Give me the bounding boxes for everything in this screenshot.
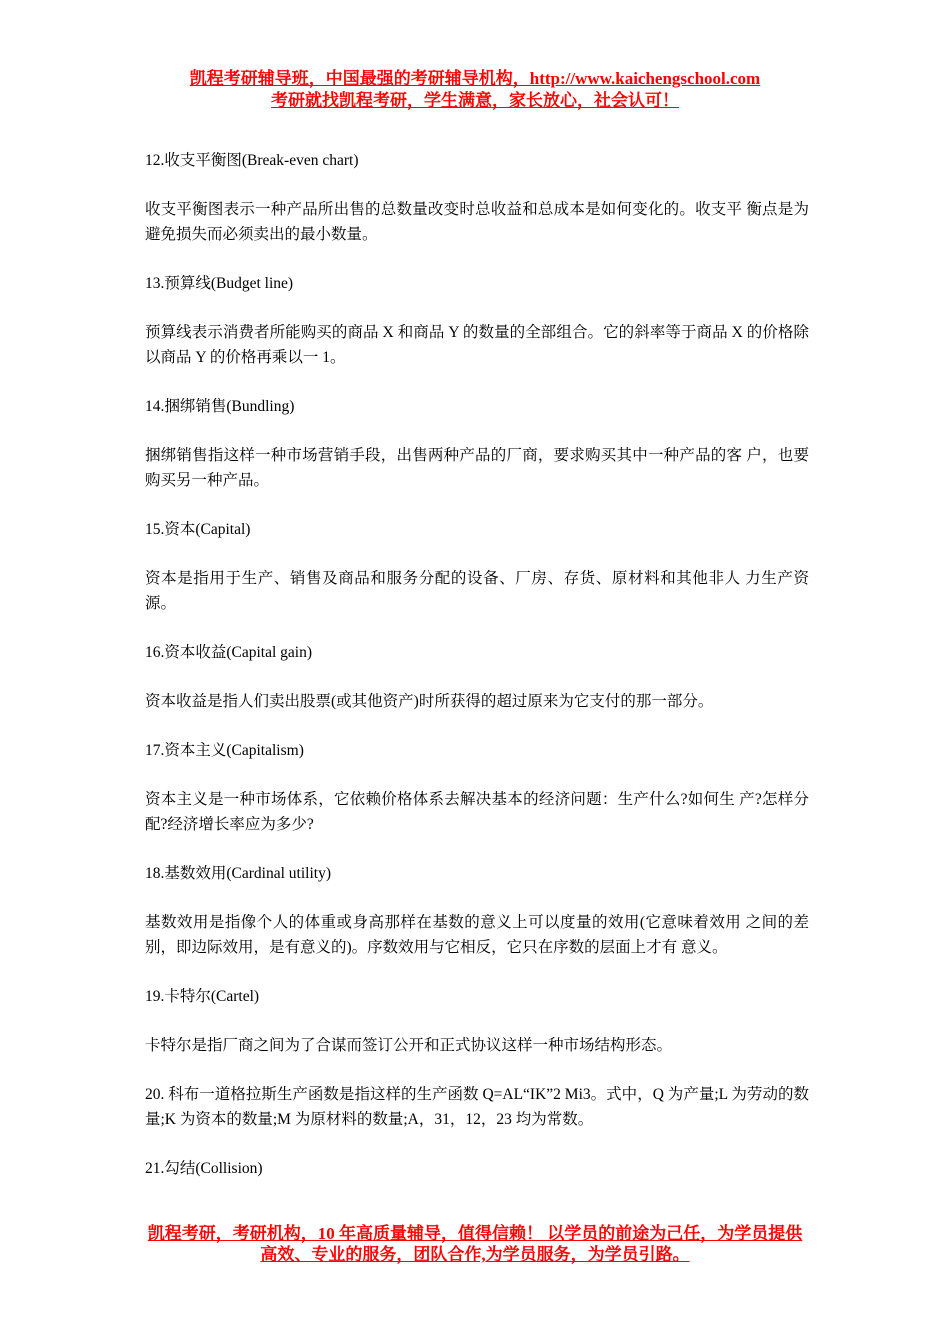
document-body: [145, 148, 809, 1205]
entry-term-16: 16.资本收益(Capital gain): [145, 644, 313, 661]
footer-line-1: 凯程考研，考研机构，10 年高质量辅导，值得信赖！ 以学员的前途为己任，为学员提供: [147, 1224, 803, 1243]
entry-definition-16: 资本收益是指人们卖出股票(或其他资产)时所获得的超过原来为它支付的那一部分。: [145, 693, 714, 710]
entry-20: 20. 科布一道格拉斯生产函数是指这样的生产函数 Q=AL“IK”2 Mi3。式中，Q 为产量;L 为劳动的数量;K 为资本的数量;M 为原材料的数量;A，31，12，23 均为常数。: [145, 1086, 809, 1128]
entry-definition-13: 预算线表示消费者所能购买的商品 X 和商品 Y 的数量的全部组合。它的斜率等于商品 X 的价格除以商品 Y 的价格再乘以一 1。: [145, 324, 809, 366]
entry-term-18: 18.基数效用(Cardinal utility): [145, 865, 331, 882]
entry-definition-19: 卡特尔是指厂商之间为了合谋而签订公开和正式协议这样一种市场结构形态。: [145, 1037, 673, 1054]
entry-definition-12: 收支平衡图表示一种产品所出售的总数量改变时总收益和总成本是如何变化的。收支平 衡点是为避免损失而必须卖出的最小数量。: [145, 201, 809, 243]
entry-term-14: 14.捆绑销售(Bundling): [145, 398, 295, 415]
header-line-1: 凯程考研辅导班，中国最强的考研辅导机构，http://www.kaichengschool.com: [189, 69, 761, 88]
entry-term-13: 13.预算线(Budget line): [145, 275, 294, 292]
entry-definition-18: 基数效用是指像个人的体重或身高那样在基数的意义上可以度量的效用(它意味着效用 之间的差别，即边际效用，是有意义的)。序数效用与它相反，它只在序数的层面上才有 意义。: [145, 914, 809, 956]
entry-term-17: 17.资本主义(Capitalism): [145, 742, 304, 759]
footer-line-2: 高效、专业的服务，团队合作,为学员服务，为学员引路。: [260, 1245, 690, 1264]
page-footer: [140, 1223, 810, 1265]
entry-term-19: 19.卡特尔(Cartel): [145, 988, 260, 1005]
entry-definition-15: 资本是指用于生产、销售及商品和服务分配的设备、厂房、存货、原材料和其他非人 力生产资源。: [145, 570, 809, 612]
entry-definition-14: 捆绑销售指这样一种市场营销手段，出售两种产品的厂商，要求购买其中一种产品的客 户，也要购买另一种产品。: [145, 447, 809, 489]
entry-term-15: 15.资本(Capital): [145, 521, 251, 538]
entry-term-12: 12.收支平衡图(Break-even chart): [145, 152, 359, 169]
page-header: [140, 68, 810, 112]
entry-definition-17: 资本主义是一种市场体系，它依赖价格体系去解决基本的经济问题：生产什么?如何生 产?怎样分配?经济增长率应为多少?: [145, 791, 809, 833]
entry-term-21: 21.勾结(Collision): [145, 1160, 263, 1177]
header-line-2: 考研就找凯程考研，学生满意，家长放心，社会认可！: [271, 91, 679, 110]
